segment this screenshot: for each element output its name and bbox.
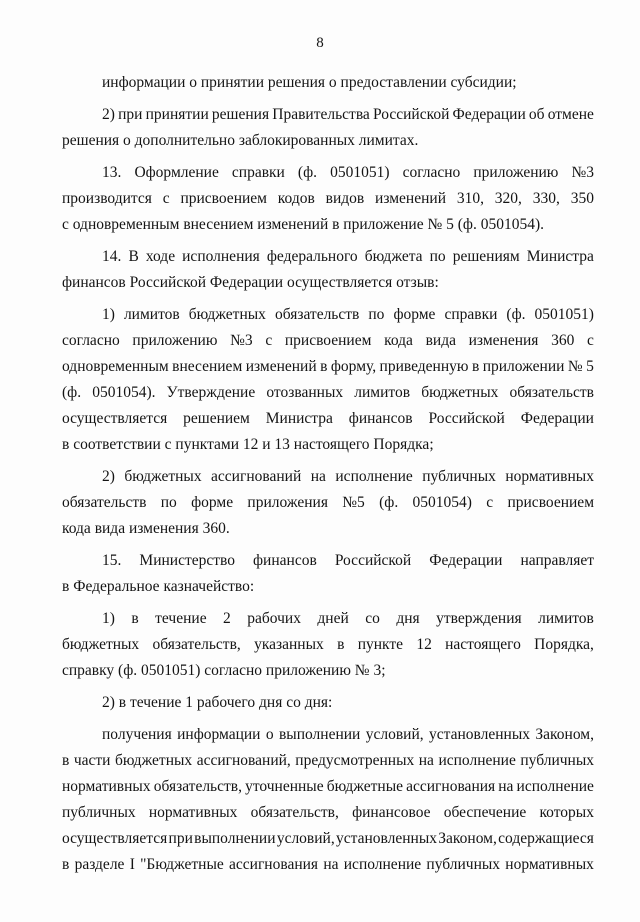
- word: 14.: [102, 248, 122, 265]
- word: рабочих: [247, 610, 301, 627]
- word: предусмотренных: [295, 752, 415, 769]
- text-line: [62, 406, 594, 432]
- word: публичных: [62, 804, 136, 821]
- word: 12: [416, 636, 432, 653]
- word: 350: [570, 190, 594, 207]
- word: №: [567, 358, 583, 375]
- word: дней: [317, 610, 349, 627]
- word: бюджетных: [114, 752, 193, 769]
- word: публичных: [520, 752, 594, 769]
- word: обязательств: [509, 384, 594, 401]
- word: ассигнования: [229, 856, 319, 873]
- word: течение: [155, 610, 207, 627]
- word: направляет: [520, 552, 594, 569]
- text-line: 2) в течение 1 рабочего дня со дня:: [102, 694, 333, 711]
- word: форму,: [330, 358, 377, 375]
- word: на: [323, 856, 339, 873]
- word: в: [62, 856, 70, 873]
- word: отмене: [547, 106, 594, 123]
- word: Федерации: [429, 552, 503, 569]
- word: 1): [102, 306, 115, 323]
- paragraph: [62, 302, 594, 458]
- word: по: [160, 494, 177, 511]
- word: форме: [393, 306, 436, 323]
- word: ассигнований: [211, 468, 302, 485]
- word: 2): [102, 468, 115, 485]
- word: обеспечение: [443, 804, 527, 821]
- text-line: [62, 800, 594, 826]
- text-line: решения о дополнительно заблокированных лимитах.: [62, 132, 419, 149]
- word: №3: [230, 332, 253, 349]
- word: при: [168, 830, 193, 847]
- word: об: [528, 106, 545, 123]
- text-line: [62, 632, 594, 658]
- word: 0501051): [534, 306, 594, 323]
- word: 2): [102, 106, 115, 123]
- word: изменений: [245, 358, 317, 375]
- word: 1): [102, 610, 115, 627]
- word: решения: [211, 106, 270, 123]
- word: нормативных: [505, 856, 594, 873]
- word: осуществляется: [62, 830, 168, 847]
- word: публичных: [426, 856, 501, 873]
- word: в: [131, 610, 139, 627]
- word: ассигнования: [406, 778, 496, 795]
- word: по: [368, 306, 385, 323]
- word: присвоением: [507, 494, 594, 511]
- word: 15.: [102, 552, 122, 569]
- word: при: [118, 106, 143, 123]
- word: согласно: [62, 332, 120, 349]
- word: (ф.: [62, 384, 82, 401]
- word: приложению: [132, 332, 218, 349]
- word: части: [73, 752, 111, 769]
- text-line: [62, 302, 594, 328]
- word: со: [365, 610, 380, 627]
- word: 0501054): [412, 494, 472, 511]
- word: разделе: [74, 856, 125, 873]
- word: в: [320, 358, 328, 375]
- word: на: [310, 468, 326, 485]
- word: о: [265, 726, 274, 743]
- word: с: [587, 332, 594, 349]
- word: приложению: [473, 164, 559, 181]
- word: Законом,: [535, 726, 594, 743]
- word: указанных: [254, 636, 324, 653]
- paragraph: [62, 244, 594, 296]
- text-line: [62, 464, 594, 490]
- word: осуществляется: [62, 410, 168, 427]
- word: условий,: [365, 726, 424, 743]
- word: выполнении: [194, 830, 276, 847]
- word: исполнение: [343, 856, 422, 873]
- word: решениям: [452, 248, 520, 265]
- word: кода: [384, 332, 413, 349]
- text-line: в Федеральное казначейство:: [62, 578, 255, 595]
- word: Российской: [428, 410, 505, 427]
- word: информации: [177, 726, 261, 743]
- word: обязательств: [62, 494, 147, 511]
- word: бюджетные: [326, 778, 404, 795]
- text-line: в соответствии с пунктами 12 и 13 настоящего Порядка;: [62, 436, 434, 453]
- text-line: с одновременным внесением изменений в приложение № 5 (ф. 0501054).: [62, 216, 545, 233]
- text-line: [62, 244, 594, 270]
- word: 2: [223, 610, 231, 627]
- word: согласно: [402, 164, 461, 181]
- word: справки: [231, 164, 285, 181]
- text-line: [62, 606, 594, 632]
- text-line: справку (ф. 0501051) согласно приложению № 3;: [62, 662, 386, 679]
- word: лимитов: [123, 306, 180, 323]
- word: №3: [571, 164, 594, 181]
- word: 330,: [532, 190, 560, 207]
- word: лимитов: [538, 610, 594, 627]
- word: 5: [586, 358, 594, 375]
- word: бюджета: [364, 248, 423, 265]
- word: условий,: [276, 830, 335, 847]
- text-line: [62, 774, 594, 800]
- paragraph: [62, 606, 594, 684]
- word: федерального: [266, 248, 358, 265]
- word: ассигнований,: [196, 752, 291, 769]
- word: 310,: [456, 190, 484, 207]
- text-line: [62, 490, 594, 516]
- word: лимитов: [354, 384, 411, 401]
- text-line: [62, 852, 594, 878]
- word: Министра: [526, 248, 594, 265]
- document-body: [62, 70, 594, 884]
- word: на: [418, 752, 434, 769]
- word: Министерство: [139, 552, 235, 569]
- paragraph: [62, 690, 594, 716]
- word: на: [498, 778, 514, 795]
- word: внесением: [172, 358, 243, 375]
- word: (ф.: [297, 164, 318, 181]
- word: принятии: [145, 106, 209, 123]
- word: с: [162, 190, 170, 207]
- word: 320,: [494, 190, 522, 207]
- paragraph: [62, 160, 594, 238]
- word: 13.: [102, 164, 122, 181]
- word: 0501054).: [92, 384, 156, 401]
- word: в: [62, 752, 70, 769]
- word: исполнение: [335, 468, 413, 485]
- word: обязательств,: [152, 636, 241, 653]
- word: приведенную: [379, 358, 469, 375]
- word: выполнении: [278, 726, 361, 743]
- word: пункте: [357, 636, 404, 653]
- word: обязательств: [274, 306, 360, 323]
- word: изменения: [468, 332, 539, 349]
- word: бюджетных: [421, 384, 499, 401]
- word: исполнения: [182, 248, 260, 265]
- word: утверждения: [436, 610, 522, 627]
- text-line: финансов Российской Федерации осуществляется отзыв:: [62, 274, 439, 291]
- word: присвоением: [284, 332, 372, 349]
- word: решением: [183, 410, 250, 427]
- word: бюджетных: [62, 636, 140, 653]
- word: Российской: [334, 552, 412, 569]
- text-line: [62, 354, 594, 380]
- word: ходе: [145, 248, 176, 265]
- word: с: [265, 332, 273, 349]
- word: Федерации: [452, 106, 526, 123]
- word: отозванных: [266, 384, 344, 401]
- word: которых: [539, 804, 594, 821]
- text-line: [62, 328, 594, 354]
- word: установленных: [429, 726, 531, 743]
- word: Российской: [372, 106, 450, 123]
- word: финансовое: [352, 804, 431, 821]
- word: бюджетных: [124, 468, 202, 485]
- word: 0501051): [330, 164, 390, 181]
- word: №5: [342, 494, 365, 511]
- word: вида: [425, 332, 456, 349]
- text-line: [62, 160, 594, 186]
- word: Законом,: [438, 830, 497, 847]
- word: содержащиеся: [498, 830, 594, 847]
- paragraph: [62, 464, 594, 542]
- word: Правительства: [272, 106, 370, 123]
- word: исполнение: [516, 778, 594, 795]
- word: получения: [102, 726, 172, 743]
- word: в: [337, 636, 345, 653]
- word: с: [486, 494, 494, 511]
- word: (ф.: [506, 306, 526, 323]
- word: настоящего: [445, 636, 521, 653]
- paragraph: [62, 548, 594, 600]
- word: нормативных: [148, 804, 238, 821]
- word: обязательств,: [250, 804, 339, 821]
- word: одновременным: [62, 358, 169, 375]
- paragraph: [62, 102, 594, 154]
- text-line: [62, 548, 594, 574]
- word: исполнение: [438, 752, 516, 769]
- text-line: [62, 748, 594, 774]
- word: Порядка,: [534, 636, 594, 653]
- word: приложении: [482, 358, 565, 375]
- word: В: [128, 248, 139, 265]
- word: 360: [551, 332, 575, 349]
- text-line: кода вида изменения 360.: [62, 520, 230, 537]
- word: Утверждение: [166, 384, 256, 401]
- word: производится: [62, 190, 152, 207]
- paragraph: [62, 722, 594, 878]
- word: (ф.: [379, 494, 399, 511]
- word: уточненные: [245, 778, 324, 795]
- word: по: [429, 248, 446, 265]
- word: кодов: [277, 190, 315, 207]
- word: Оформление: [134, 164, 219, 181]
- word: изменений: [375, 190, 446, 207]
- text-line: [62, 102, 594, 128]
- text-line: [62, 722, 594, 748]
- word: форме: [191, 494, 234, 511]
- word: нормативных: [505, 468, 594, 485]
- word: бюджетных: [188, 306, 266, 323]
- word: публичных: [422, 468, 496, 485]
- word: справки: [444, 306, 498, 323]
- word: обязательств,: [153, 778, 242, 795]
- word: установленных: [336, 830, 437, 847]
- word: Министра: [265, 410, 333, 427]
- text-line: информации о принятии решения о предоставлении субсидии;: [102, 74, 517, 91]
- text-line: [62, 380, 594, 406]
- word: видов: [325, 190, 365, 207]
- word: нормативных: [62, 778, 151, 795]
- word: I: [129, 856, 135, 873]
- word: "Бюджетные: [140, 856, 224, 873]
- word: присвоением: [180, 190, 267, 207]
- word: приложения: [247, 494, 328, 511]
- word: Федерации: [520, 410, 594, 427]
- word: финансов: [348, 410, 413, 427]
- word: в: [471, 358, 480, 375]
- paragraph: [62, 70, 594, 96]
- page-number: 8: [316, 35, 324, 51]
- word: дня: [396, 610, 420, 627]
- text-line: [62, 186, 594, 212]
- text-line: [62, 826, 594, 852]
- word: финансов: [253, 552, 317, 569]
